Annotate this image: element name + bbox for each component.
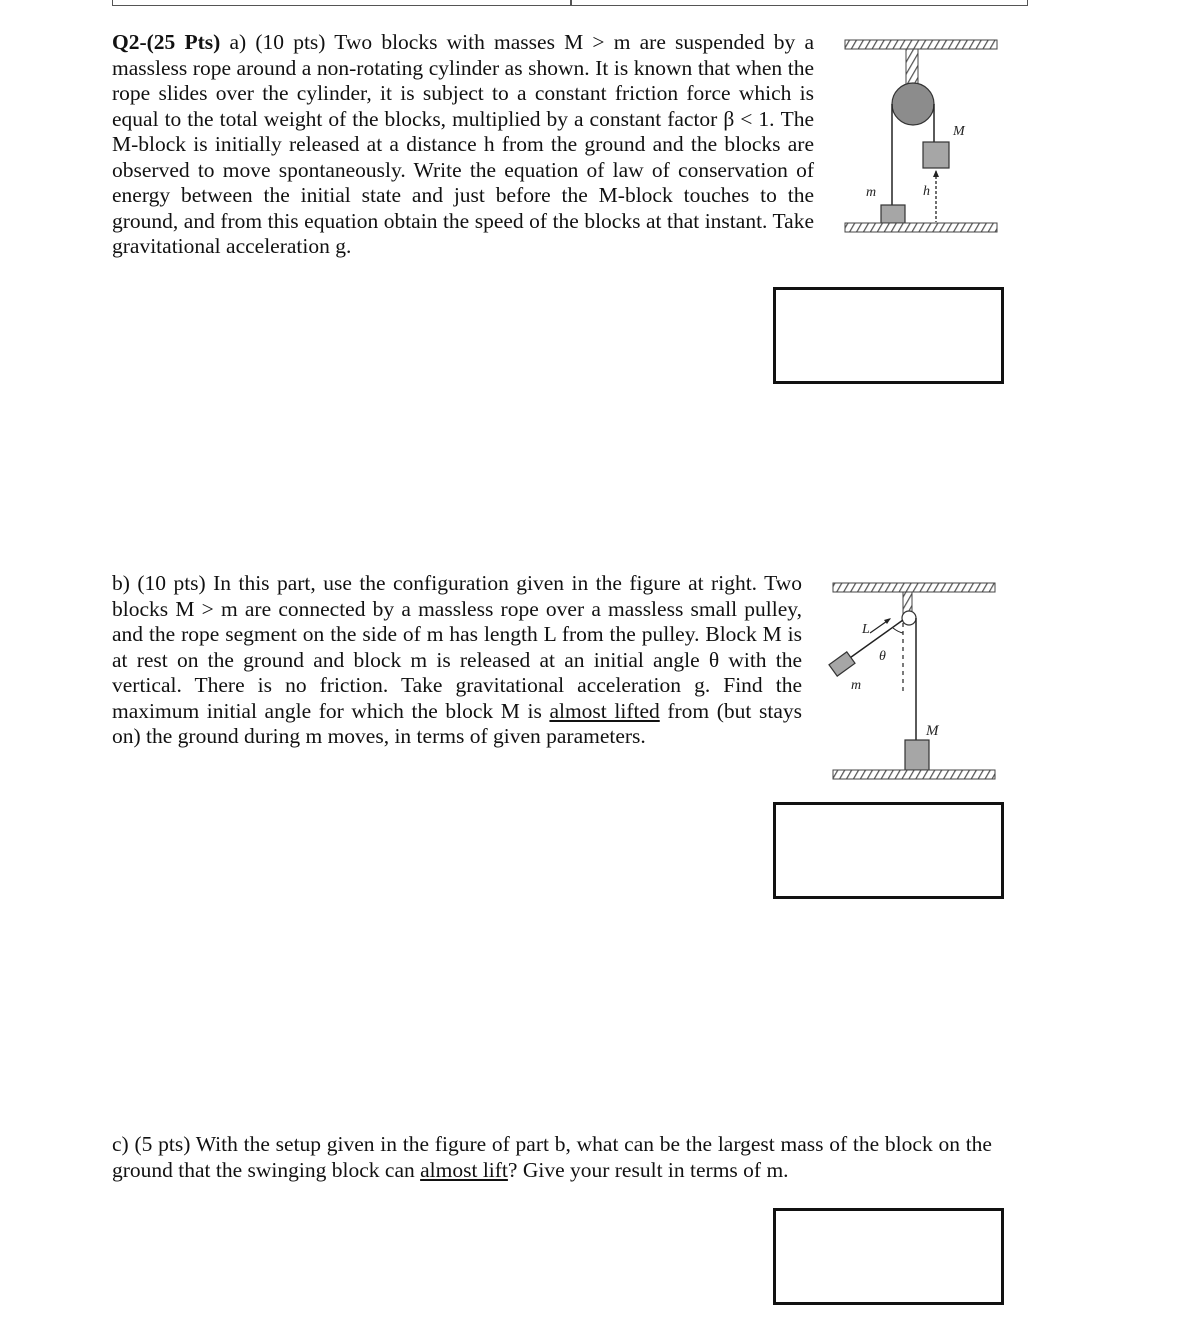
part-b-paragraph [112,571,802,750]
figure-a-hanging-blocks [835,28,1005,243]
block-m [881,205,905,223]
part-c-paragraph [112,1132,992,1183]
part-b-label: b) (10 pts) [112,571,206,595]
label-L: L [862,622,870,637]
label-M: M [926,723,939,739]
part-b-underlined: almost lifted [549,698,660,723]
label-m: m [866,185,877,200]
ground [845,223,997,232]
block-M [905,740,929,770]
ceiling [845,40,997,49]
part-b-text-1: In this part, use the configuration given in the figure at right. Two blocks M > m are connected by a massless rope over a massless small pulley, and the rope segment on the side of m has length L from the pulley. Block M is at rest on the ground and block m is released at an initial angle θ with the vertical. There is no friction. Take gravitational acceleration g. Find the maximum initial angle for which the block M is [112,571,802,723]
part-a-text: Two blocks with masses M > m are suspended by a massless rope around a non-rotating cylinder as shown. It is known that when the rope slides over the cylinder, it is subject to a constant friction force which is equal to the total weight of the blocks, multiplied by a constant factor β < 1. The M-block is initially released at a distance h from the ground and the blocks are observed to move spontaneously. Write the equation of law of conservation of energy between the initial state and just before the M-block touches to the ground, and from this equation obtain the speed of the blocks at that instant. Take gravitational acceleration g. [112,30,814,258]
theta-arc [893,628,903,633]
block-m [829,652,855,676]
height-arrow-head [933,170,939,177]
answer-box-a[interactable] [773,287,1004,384]
figure-b-pendulum-pulley [825,575,1005,790]
answer-box-c[interactable] [773,1208,1004,1305]
label-M: M [953,124,965,139]
part-c-label: c) (5 pts) [112,1132,191,1156]
ceiling [833,583,995,592]
label-theta: θ [879,649,886,664]
part-b-text-2: from (but stays on) the ground during m moves, in terms of given parameters. [112,698,802,748]
cylinder [892,83,934,125]
label-h: h [923,184,930,199]
part-a-label: a) (10 pts) [229,30,326,54]
part-c-text-2: ? Give your result in terms of m. [507,1157,789,1182]
block-M [923,142,949,168]
rope-m [847,620,903,660]
ground [833,770,995,779]
pulley [902,611,916,625]
label-m: m [851,678,862,693]
top-table-divider [570,0,572,6]
part-c-text-1: With the setup given in the figure of part b, what can be the largest mass of the block on the ground that the swinging block can [112,1132,992,1182]
part-a-paragraph [112,30,814,260]
part-c-underlined: almost lift [420,1157,508,1182]
question-heading: Q2-(25 Pts) [112,30,221,54]
answer-box-b[interactable] [773,802,1004,899]
